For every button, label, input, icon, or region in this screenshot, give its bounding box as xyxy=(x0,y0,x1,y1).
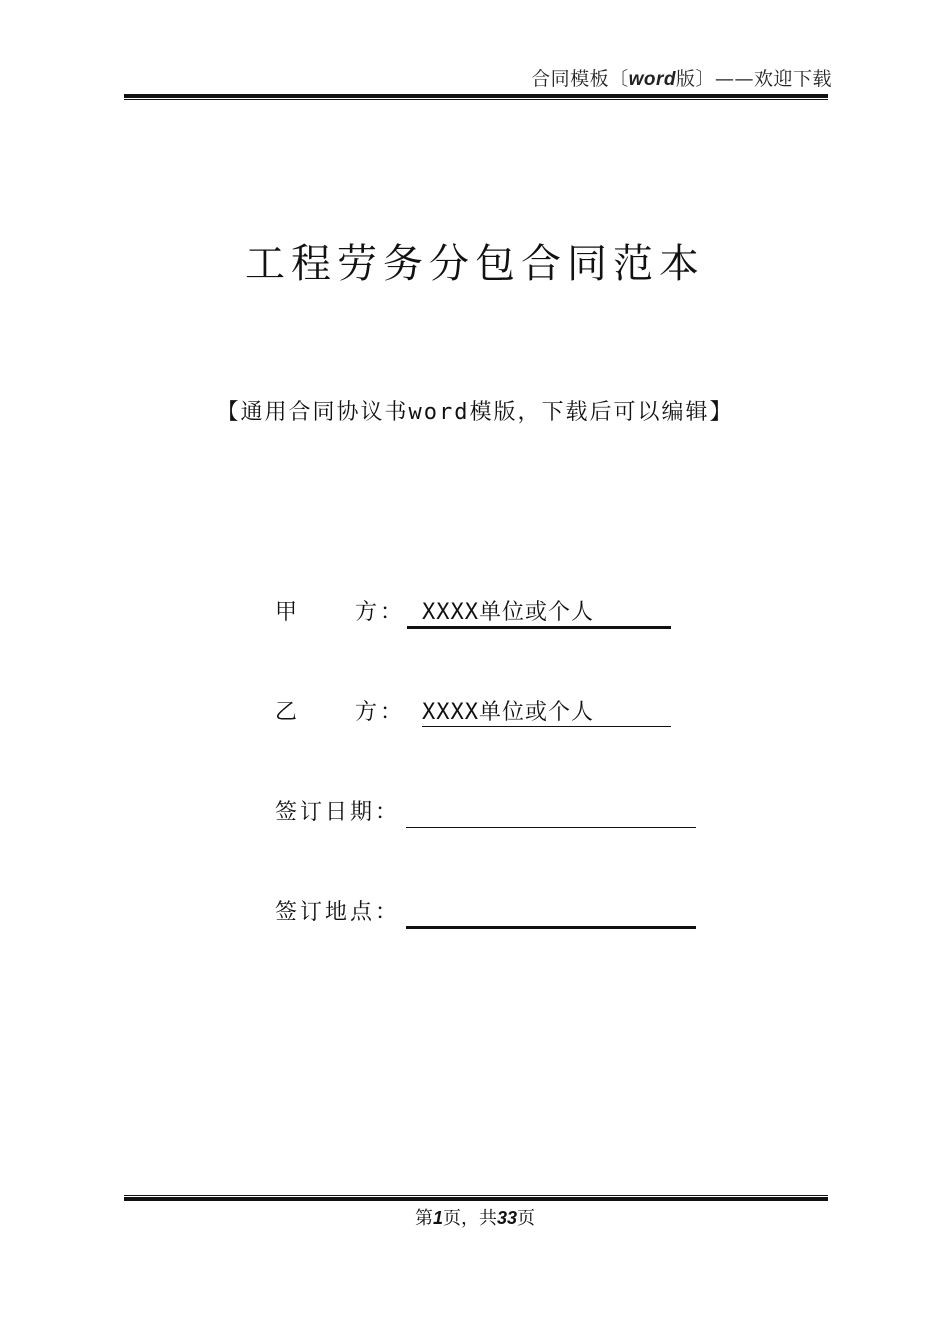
party-a-field xyxy=(275,595,675,635)
party-a-label-second: 方： xyxy=(355,600,406,625)
header-rule-thick xyxy=(124,94,828,98)
footer-rule xyxy=(124,1195,828,1202)
party-b-field xyxy=(275,695,675,735)
document-title: 工程劳务分包合同范本 xyxy=(245,241,705,287)
footer-rule-thick xyxy=(124,1197,828,1201)
footer-current-page: 1 xyxy=(432,1208,443,1228)
party-b-label-second: 方： xyxy=(355,700,406,725)
footer-middle: 页，共 xyxy=(442,1208,497,1229)
sign-date-label: 签订日期： xyxy=(275,800,401,825)
page-header xyxy=(531,64,832,91)
page-footer xyxy=(0,1204,950,1230)
party-a-underline xyxy=(407,626,671,629)
party-a-value[interactable]: XXXX单位或个人 xyxy=(422,600,594,625)
footer-total-pages: 33 xyxy=(496,1208,518,1228)
sign-date-field xyxy=(275,795,705,835)
footer-prefix: 第 xyxy=(414,1208,433,1229)
header-text-after: 版〕——欢迎下载 xyxy=(675,68,832,90)
header-rule xyxy=(124,94,828,101)
footer-rule-thin xyxy=(124,1195,828,1196)
header-rule-thin xyxy=(124,99,828,100)
party-a-label-first: 甲 xyxy=(275,600,301,625)
sign-place-label: 签订地点： xyxy=(275,900,401,925)
document-subtitle: 【通用合同协议书word模版，下载后可以编辑】 xyxy=(216,400,734,425)
sign-place-underline[interactable] xyxy=(406,926,696,929)
party-b-value[interactable]: XXXX单位或个人 xyxy=(422,700,594,725)
header-text-bold: word xyxy=(628,69,676,90)
header-text-before: 合同模板〔 xyxy=(531,68,629,90)
sign-date-underline[interactable] xyxy=(406,827,696,828)
party-b-label-first: 乙 xyxy=(275,700,301,725)
party-b-underline xyxy=(422,726,671,727)
sign-place-field xyxy=(275,895,705,935)
footer-suffix: 页 xyxy=(517,1208,536,1229)
